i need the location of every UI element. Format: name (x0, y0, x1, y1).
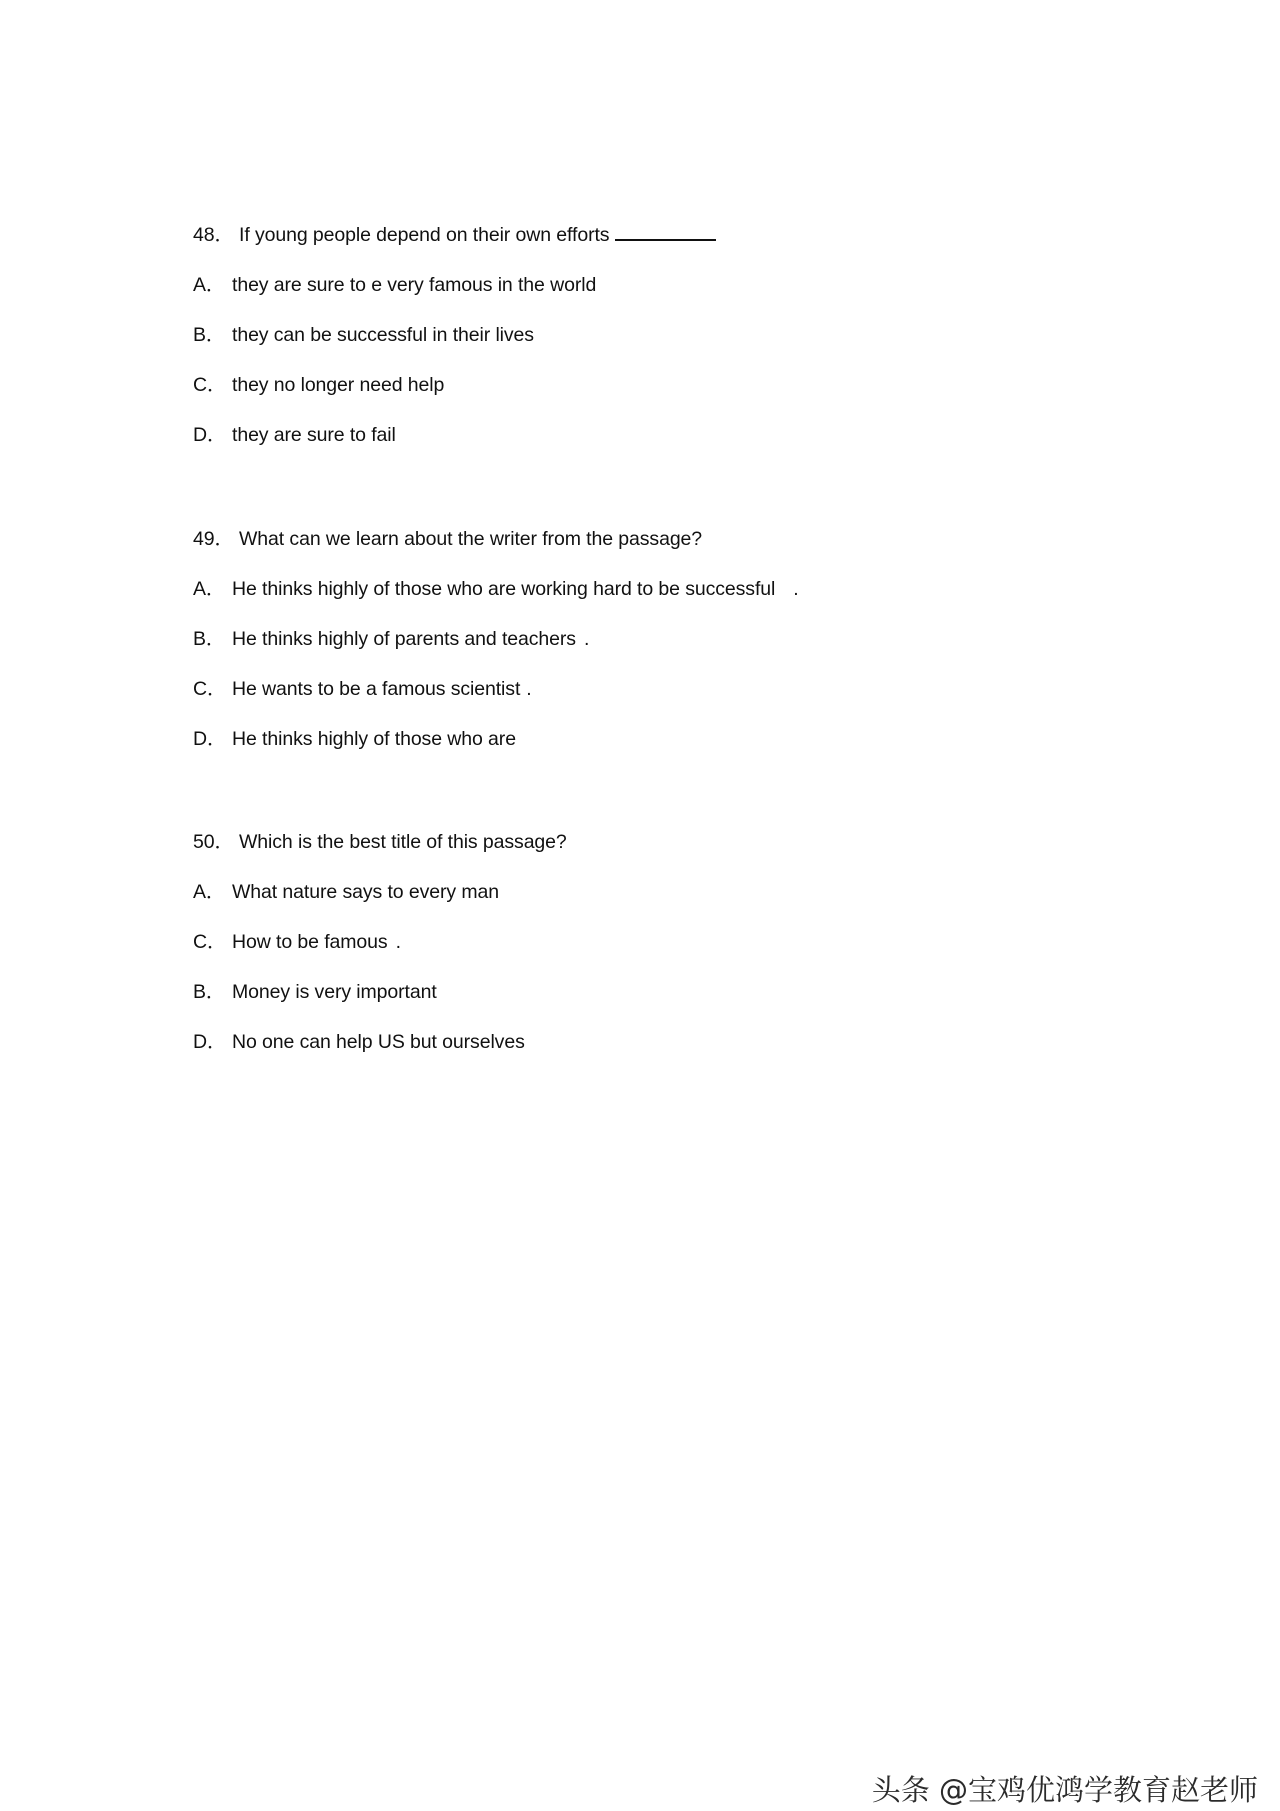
question-49 (193, 527, 1093, 751)
option-trailing-period: . (526, 678, 532, 700)
option-a (193, 577, 1093, 601)
option-trailing-period: . (793, 578, 799, 600)
option-letter: C． (193, 931, 227, 953)
option-text: they no longer need help (232, 374, 445, 396)
option-b (193, 627, 1093, 651)
option-trailing-period: . (583, 628, 590, 650)
question-48 (193, 223, 1093, 447)
option-a (193, 880, 1093, 904)
option-text: What nature says to every man (232, 881, 499, 903)
option-d (193, 423, 1093, 447)
option-text: He wants to be a famous scientist (232, 678, 521, 700)
question-text: Which is the best title of this passage? (239, 831, 567, 853)
watermark: 头条 @宝鸡优鸿学教育赵老师 (871, 1773, 1258, 1807)
option-letter: C． (193, 374, 227, 396)
option-text: He thinks highly of parents and teachers (232, 628, 576, 650)
question-stem (193, 830, 1093, 854)
question-50 (193, 830, 1093, 1054)
question-number: 50． (193, 831, 234, 853)
option-text: No one can help US but ourselves (232, 1031, 525, 1053)
option-text: He thinks highly of those who are (232, 728, 516, 750)
option-letter: A． (193, 578, 226, 600)
option-c (193, 373, 1093, 397)
answer-blank (615, 223, 716, 241)
question-stem (193, 223, 1093, 247)
option-text: Money is very important (232, 981, 437, 1003)
option-c (193, 930, 1093, 954)
question-text: If young people depend on their own efforts (239, 224, 610, 246)
option-text: they can be successful in their lives (232, 324, 534, 346)
option-letter: D． (193, 728, 227, 750)
option-letter: D． (193, 1031, 227, 1053)
question-number: 48． (193, 224, 234, 246)
option-text: He thinks highly of those who are working hard to be successful (232, 578, 776, 600)
option-letter: B． (193, 324, 226, 346)
option-letter: A． (193, 274, 226, 296)
question-text: What can we learn about the writer from the passage? (239, 528, 703, 550)
question-stem (193, 527, 1093, 551)
option-d (193, 1030, 1093, 1054)
option-b (193, 323, 1093, 347)
option-letter: B． (193, 981, 226, 1003)
option-letter: D． (193, 424, 227, 446)
option-letter: B． (193, 628, 226, 650)
option-a (193, 273, 1093, 297)
option-c (193, 677, 1093, 701)
option-b (193, 980, 1093, 1004)
option-text: they are sure to fail (232, 424, 396, 446)
question-number: 49． (193, 528, 234, 550)
option-text: they are sure to e very famous in the world (232, 274, 597, 296)
option-letter: A． (193, 881, 226, 903)
option-trailing-period: . (395, 931, 401, 953)
option-text: How to be famous (232, 931, 388, 953)
option-letter: C． (193, 678, 227, 700)
option-d (193, 727, 1093, 751)
